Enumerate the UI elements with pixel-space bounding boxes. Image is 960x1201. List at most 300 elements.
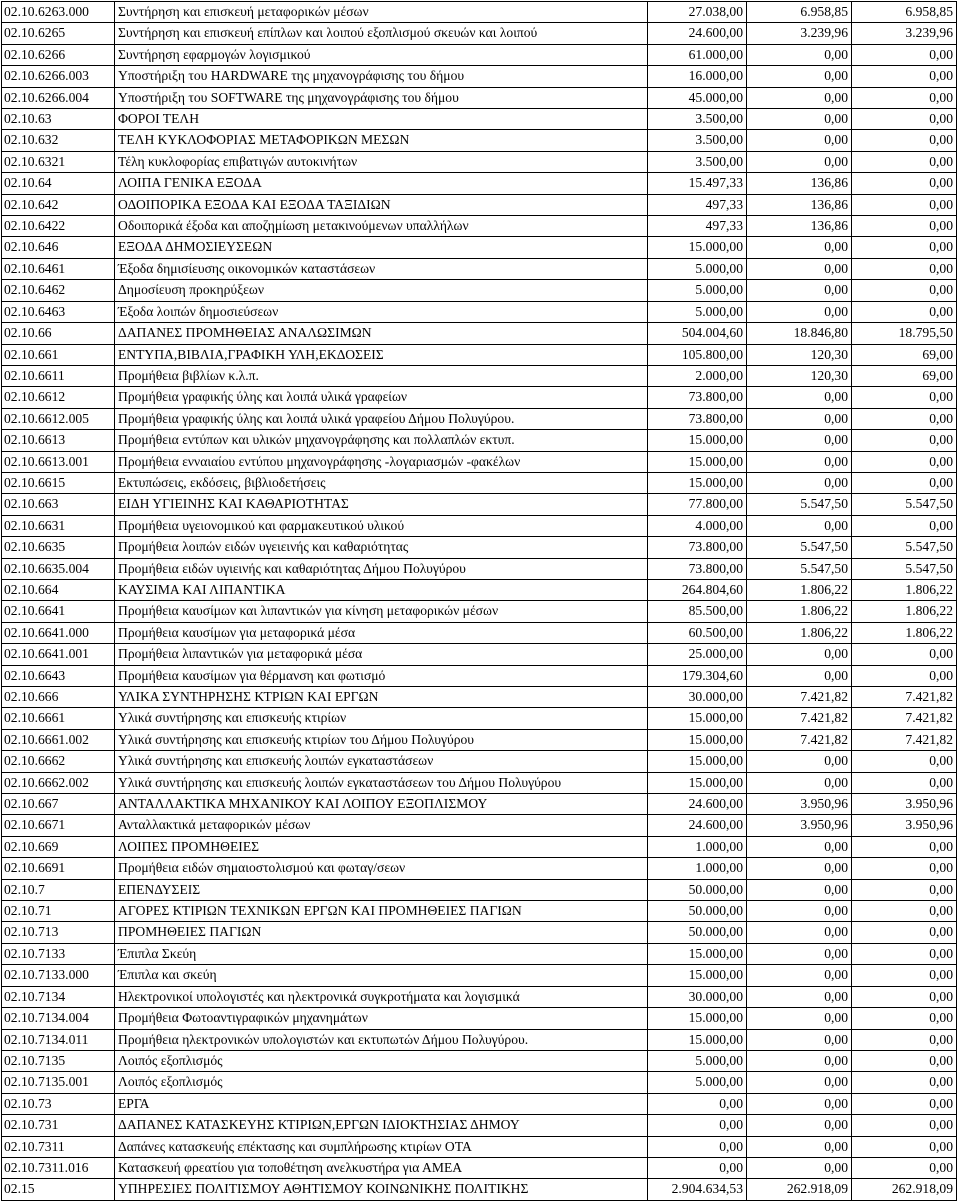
account-code-cell: 02.10.661 [2,344,115,365]
account-code-cell: 02.10.6641.001 [2,644,115,665]
account-code-cell: 02.10.6321 [2,151,115,172]
budget-amount-cell: 15.000,00 [648,472,747,493]
description-cell: ΤΕΛΗ ΚΥΚΛΟΦΟΡΙΑΣ ΜΕΤΑΦΟΡΙΚΩΝ ΜΕΣΩΝ [115,130,648,151]
table-row [2,1093,957,1114]
table-row [2,387,957,408]
account-code-cell: 02.10.73 [2,1093,115,1114]
table-row [2,1136,957,1157]
paid-amount-cell: 0,00 [852,280,957,301]
description-cell: Λοιπός εξοπλισμός [115,1072,648,1093]
paid-amount-cell: 0,00 [852,965,957,986]
account-code-cell: 02.10.7133.000 [2,965,115,986]
committed-amount-cell: 0,00 [747,1008,852,1029]
account-code-cell: 02.10.713 [2,922,115,943]
paid-amount-cell: 0,00 [852,87,957,108]
table-row [2,430,957,451]
paid-amount-cell: 7.421,82 [852,687,957,708]
account-code-cell: 02.10.7311 [2,1136,115,1157]
table-row [2,66,957,87]
committed-amount-cell: 0,00 [747,109,852,130]
budget-amount-cell: 179.304,60 [648,665,747,686]
budget-amount-cell: 3.500,00 [648,109,747,130]
table-row [2,558,957,579]
paid-amount-cell: 0,00 [852,1157,957,1178]
description-cell: Έπιπλα Σκεύη [115,943,648,964]
committed-amount-cell: 0,00 [747,130,852,151]
account-code-cell: 02.10.6635 [2,537,115,558]
budget-amount-cell: 105.800,00 [648,344,747,365]
description-cell: Υποστήριξη του HARDWARE της μηχανογράφισης του δήμου [115,66,648,87]
table-row [2,2,957,23]
budget-amount-cell: 60.500,00 [648,622,747,643]
table-row [2,494,957,515]
description-cell: ΦΟΡΟΙ ΤΕΛΗ [115,109,648,130]
table-row [2,794,957,815]
paid-amount-cell: 0,00 [852,751,957,772]
committed-amount-cell: 6.958,85 [747,2,852,23]
table-row [2,301,957,322]
budget-amount-cell: 15.000,00 [648,751,747,772]
table-row [2,1029,957,1050]
table-row [2,965,957,986]
budget-amount-cell: 15.000,00 [648,943,747,964]
account-code-cell: 02.10.64 [2,173,115,194]
budget-amount-cell: 504.004,60 [648,323,747,344]
table-row [2,173,957,194]
paid-amount-cell: 0,00 [852,922,957,943]
committed-amount-cell: 0,00 [747,87,852,108]
table-row [2,1050,957,1071]
table-row [2,451,957,472]
committed-amount-cell: 1.806,22 [747,579,852,600]
budget-amount-cell: 25.000,00 [648,644,747,665]
description-cell: ΟΔΟΙΠΟΡΙΚΑ ΕΞΟΔΑ ΚΑΙ ΕΞΟΔΑ ΤΑΞΙΔΙΩΝ [115,194,648,215]
description-cell: Λοιπός εξοπλισμός [115,1050,648,1071]
table-row [2,1157,957,1178]
committed-amount-cell: 7.421,82 [747,708,852,729]
committed-amount-cell: 0,00 [747,644,852,665]
committed-amount-cell: 0,00 [747,1093,852,1114]
paid-amount-cell: 0,00 [852,408,957,429]
description-cell: Προμήθεια ενναιαίου εντύπου μηχανογράφησης -λογαριασμών -φακέλων [115,451,648,472]
description-cell: Έξοδα λοιπών δημοσιεύσεων [115,301,648,322]
account-code-cell: 02.10.664 [2,579,115,600]
budget-amount-cell: 2.904.634,53 [648,1179,747,1200]
budget-amount-cell: 15.000,00 [648,1008,747,1029]
account-code-cell: 02.10.6463 [2,301,115,322]
description-cell: Δημοσίευση προκηρύξεων [115,280,648,301]
description-cell: Προμήθεια καυσίμων για μεταφορικά μέσα [115,622,648,643]
account-code-cell: 02.10.667 [2,794,115,815]
paid-amount-cell: 0,00 [852,258,957,279]
description-cell: ΚΑΥΣΙΜΑ ΚΑΙ ΛΙΠΑΝΤΙΚΑ [115,579,648,600]
table-row [2,687,957,708]
budget-amount-cell: 50.000,00 [648,879,747,900]
table-row [2,836,957,857]
budget-amount-cell: 5.000,00 [648,258,747,279]
budget-amount-cell: 15.000,00 [648,1029,747,1050]
paid-amount-cell: 0,00 [852,1115,957,1136]
budget-amount-cell: 0,00 [648,1136,747,1157]
budget-amount-cell: 5.000,00 [648,280,747,301]
budget-amount-cell: 497,33 [648,216,747,237]
description-cell: Προμήθεια ειδών σημαιοστολισμού και φωταγ/σεων [115,858,648,879]
paid-amount-cell: 0,00 [852,858,957,879]
committed-amount-cell: 0,00 [747,44,852,65]
account-code-cell: 02.10.7133 [2,943,115,964]
table-row [2,365,957,386]
account-code-cell: 02.10.642 [2,194,115,215]
paid-amount-cell: 0,00 [852,943,957,964]
paid-amount-cell: 0,00 [852,1093,957,1114]
description-cell: Υλικά συντήρησης και επισκευής λοιπών εγκαταστάσεων του Δήμου Πολυγύρου [115,772,648,793]
budget-amount-cell: 1.000,00 [648,858,747,879]
committed-amount-cell: 0,00 [747,751,852,772]
paid-amount-cell: 0,00 [852,1008,957,1029]
committed-amount-cell: 5.547,50 [747,537,852,558]
committed-amount-cell: 0,00 [747,66,852,87]
account-code-cell: 02.10.632 [2,130,115,151]
budget-amount-cell: 73.800,00 [648,408,747,429]
table-row [2,323,957,344]
paid-amount-cell: 0,00 [852,130,957,151]
budget-amount-cell: 15.000,00 [648,965,747,986]
paid-amount-cell: 0,00 [852,665,957,686]
table-row [2,622,957,643]
budget-amount-cell: 15.000,00 [648,729,747,750]
table-row [2,44,957,65]
committed-amount-cell: 0,00 [747,1029,852,1050]
paid-amount-cell: 1.806,22 [852,579,957,600]
description-cell: ΕΠΕΝΔΥΣΕΙΣ [115,879,648,900]
account-code-cell: 02.10.6635.004 [2,558,115,579]
committed-amount-cell: 120,30 [747,365,852,386]
paid-amount-cell: 0,00 [852,109,957,130]
committed-amount-cell: 5.547,50 [747,558,852,579]
description-cell: Προμήθεια ηλεκτρονικών υπολογιστών και εκτυπωτών Δήμου Πολυγύρου. [115,1029,648,1050]
account-code-cell: 02.10.6266.004 [2,87,115,108]
account-code-cell: 02.10.6671 [2,815,115,836]
budget-amount-cell: 73.800,00 [648,387,747,408]
account-code-cell: 02.10.6263.000 [2,2,115,23]
description-cell: Έπιπλα και σκεύη [115,965,648,986]
committed-amount-cell: 0,00 [747,1050,852,1071]
account-code-cell: 02.10.7311.016 [2,1157,115,1178]
budget-amount-cell: 24.600,00 [648,23,747,44]
description-cell: Τέλη κυκλοφορίας επιβατιγών αυτοκινήτων [115,151,648,172]
table-row [2,579,957,600]
description-cell: Προμήθεια εντύπων και υλικών μηχανογράφησης και πολλαπλών εκτυπ. [115,430,648,451]
description-cell: Υλικά συντήρησης και επισκευής κτιρίων [115,708,648,729]
paid-amount-cell: 7.421,82 [852,708,957,729]
table-row [2,858,957,879]
budget-amount-cell: 16.000,00 [648,66,747,87]
account-code-cell: 02.10.6631 [2,515,115,536]
table-row [2,665,957,686]
paid-amount-cell: 1.806,22 [852,622,957,643]
description-cell: Οδοιπορικά έξοδα και αποζημίωση μετακινούμενων υπαλλήλων [115,216,648,237]
budget-amount-cell: 15.000,00 [648,451,747,472]
paid-amount-cell: 0,00 [852,644,957,665]
paid-amount-cell: 0,00 [852,151,957,172]
committed-amount-cell: 0,00 [747,901,852,922]
committed-amount-cell: 0,00 [747,430,852,451]
paid-amount-cell: 0,00 [852,772,957,793]
description-cell: Υποστήριξη του SOFTWARE της μηχανογράφισης του δήμου [115,87,648,108]
committed-amount-cell: 0,00 [747,858,852,879]
description-cell: ΠΡΟΜΗΘΕΙΕΣ ΠΑΓΙΩΝ [115,922,648,943]
budget-amount-cell: 0,00 [648,1115,747,1136]
budget-table-body [2,2,957,1201]
paid-amount-cell: 0,00 [852,515,957,536]
budget-amount-cell: 0,00 [648,1157,747,1178]
description-cell: Έξοδα δημισίευσης οικονομικών καταστάσεων [115,258,648,279]
description-cell: Ηλεκτρονικοί υπολογιστές και ηλεκτρονικά συγκροτήματα και λογισμικά [115,986,648,1007]
table-row [2,901,957,922]
account-code-cell: 02.10.6662.002 [2,772,115,793]
table-row [2,751,957,772]
description-cell: ΑΓΟΡΕΣ ΚΤΙΡΙΩΝ ΤΕΧΝΙΚΩΝ ΕΡΓΩΝ ΚΑΙ ΠΡΟΜΗΘΕΙΕΣ ΠΑΓΙΩΝ [115,901,648,922]
description-cell: ΔΑΠΑΝΕΣ ΚΑΤΑΣΚΕΥΗΣ ΚΤΙΡΙΩΝ,ΕΡΓΩΝ ΙΔΙΟΚΤΗΣΙΑΣ ΔΗΜΟΥ [115,1115,648,1136]
description-cell: Προμήθεια ειδών υγιεινής και καθαριότητας Δήμου Πολυγύρου [115,558,648,579]
description-cell: Προμήθεια γραφικής ύλης και λοιπά υλικά γραφείου Δήμου Πολυγύρου. [115,408,648,429]
budget-table [1,1,957,1201]
budget-amount-cell: 30.000,00 [648,687,747,708]
account-code-cell: 02.10.6615 [2,472,115,493]
table-row [2,729,957,750]
committed-amount-cell: 0,00 [747,1157,852,1178]
committed-amount-cell: 5.547,50 [747,494,852,515]
table-row [2,772,957,793]
budget-amount-cell: 73.800,00 [648,558,747,579]
paid-amount-cell: 0,00 [852,44,957,65]
budget-amount-cell: 5.000,00 [648,1072,747,1093]
paid-amount-cell: 3.950,96 [852,794,957,815]
paid-amount-cell: 1.806,22 [852,601,957,622]
account-code-cell: 02.15 [2,1179,115,1200]
committed-amount-cell: 0,00 [747,451,852,472]
budget-amount-cell: 15.000,00 [648,708,747,729]
committed-amount-cell: 0,00 [747,922,852,943]
budget-amount-cell: 27.038,00 [648,2,747,23]
paid-amount-cell: 0,00 [852,901,957,922]
budget-amount-cell: 61.000,00 [648,44,747,65]
account-code-cell: 02.10.6612 [2,387,115,408]
committed-amount-cell: 0,00 [747,965,852,986]
committed-amount-cell: 3.950,96 [747,815,852,836]
account-code-cell: 02.10.6661 [2,708,115,729]
table-row [2,537,957,558]
committed-amount-cell: 0,00 [747,1115,852,1136]
paid-amount-cell: 0,00 [852,1029,957,1050]
table-row [2,151,957,172]
paid-amount-cell: 0,00 [852,1136,957,1157]
committed-amount-cell: 0,00 [747,258,852,279]
table-row [2,708,957,729]
description-cell: Ανταλλακτικά μεταφορικών μέσων [115,815,648,836]
budget-amount-cell: 50.000,00 [648,901,747,922]
committed-amount-cell: 136,86 [747,194,852,215]
budget-amount-cell: 5.000,00 [648,301,747,322]
table-row [2,1072,957,1093]
committed-amount-cell: 1.806,22 [747,601,852,622]
account-code-cell: 02.10.7135 [2,1050,115,1071]
table-row [2,601,957,622]
description-cell: Εκτυπώσεις, εκδόσεις, βιβλιοδετήσεις [115,472,648,493]
description-cell: Συντήρηση εφαρμογών λογισμικού [115,44,648,65]
description-cell: Προμήθεια καυσίμων και λιπαντικών για κίνηση μεταφορικών μέσων [115,601,648,622]
table-row [2,130,957,151]
account-code-cell: 02.10.7 [2,879,115,900]
budget-amount-cell: 3.500,00 [648,151,747,172]
table-row [2,344,957,365]
paid-amount-cell: 18.795,50 [852,323,957,344]
paid-amount-cell: 5.547,50 [852,537,957,558]
paid-amount-cell: 0,00 [852,986,957,1007]
description-cell: ΑΝΤΑΛΛΑΚΤΙΚΑ ΜΗΧΑΝΙΚΟΥ ΚΑΙ ΛΟΙΠΟΥ ΕΞΟΠΛΙΣΜΟΥ [115,794,648,815]
description-cell: ΛΟΙΠΕΣ ΠΡΟΜΗΘΕΙΕΣ [115,836,648,857]
paid-amount-cell: 0,00 [852,387,957,408]
committed-amount-cell: 3.950,96 [747,794,852,815]
account-code-cell: 02.10.663 [2,494,115,515]
committed-amount-cell: 0,00 [747,1136,852,1157]
table-row [2,515,957,536]
budget-amount-cell: 50.000,00 [648,922,747,943]
account-code-cell: 02.10.6641 [2,601,115,622]
description-cell: Δαπάνες κατασκευής επέκτασης και συμπλήρωσης κτιρίων ΟΤΑ [115,1136,648,1157]
committed-amount-cell: 0,00 [747,301,852,322]
committed-amount-cell: 0,00 [747,280,852,301]
table-row [2,258,957,279]
paid-amount-cell: 5.547,50 [852,558,957,579]
paid-amount-cell: 0,00 [852,451,957,472]
account-code-cell: 02.10.666 [2,687,115,708]
table-row [2,408,957,429]
paid-amount-cell: 0,00 [852,173,957,194]
account-code-cell: 02.10.6641.000 [2,622,115,643]
account-code-cell: 02.10.6613 [2,430,115,451]
budget-amount-cell: 85.500,00 [648,601,747,622]
description-cell: ΕΝΤΥΠΑ,ΒΙΒΛΙΑ,ΓΡΑΦΙΚΗ ΥΛΗ,ΕΚΔΟΣΕΙΣ [115,344,648,365]
table-row [2,986,957,1007]
budget-amount-cell: 24.600,00 [648,815,747,836]
description-cell: Προμήθεια λοιπών ειδών υγειεινής και καθαριότητας [115,537,648,558]
budget-amount-cell: 77.800,00 [648,494,747,515]
account-code-cell: 02.10.6643 [2,665,115,686]
committed-amount-cell: 0,00 [747,387,852,408]
table-row [2,943,957,964]
budget-amount-cell: 1.000,00 [648,836,747,857]
description-cell: Συντήρηση και επισκευή επίπλων και λοιπού εξοπλισμού σκευών και λοιπού [115,23,648,44]
table-row [2,472,957,493]
paid-amount-cell: 0,00 [852,1072,957,1093]
description-cell: ΥΠΗΡΕΣΙΕΣ ΠΟΛΙΤΙΣΜΟΥ ΑΘΗΤΙΣΜΟΥ ΚΟΙΝΩΝΙΚΗΣ ΠΟΛΙΤΙΚΗΣ [115,1179,648,1200]
table-row [2,216,957,237]
budget-amount-cell: 15.000,00 [648,772,747,793]
paid-amount-cell: 0,00 [852,430,957,451]
description-cell: Προμήθεια καυσίμων για θέρμανση και φωτισμό [115,665,648,686]
account-code-cell: 02.10.7134.011 [2,1029,115,1050]
description-cell: Υλικά συντήρησης και επισκευής κτιρίων του Δήμου Πολυγύρου [115,729,648,750]
committed-amount-cell: 0,00 [747,943,852,964]
committed-amount-cell: 262.918,09 [747,1179,852,1200]
committed-amount-cell: 0,00 [747,472,852,493]
paid-amount-cell: 0,00 [852,216,957,237]
committed-amount-cell: 136,86 [747,173,852,194]
account-code-cell: 02.10.6462 [2,280,115,301]
account-code-cell: 02.10.6661.002 [2,729,115,750]
budget-amount-cell: 5.000,00 [648,1050,747,1071]
account-code-cell: 02.10.6265 [2,23,115,44]
account-code-cell: 02.10.71 [2,901,115,922]
table-row [2,87,957,108]
description-cell: ΕΞΟΔΑ ΔΗΜΟΣΙΕΥΣΕΩΝ [115,237,648,258]
committed-amount-cell: 3.239,96 [747,23,852,44]
paid-amount-cell: 69,00 [852,344,957,365]
budget-amount-cell: 2.000,00 [648,365,747,386]
account-code-cell: 02.10.63 [2,109,115,130]
table-row [2,1115,957,1136]
budget-amount-cell: 73.800,00 [648,537,747,558]
budget-amount-cell: 15.000,00 [648,430,747,451]
table-row [2,644,957,665]
committed-amount-cell: 0,00 [747,665,852,686]
budget-amount-cell: 15.000,00 [648,237,747,258]
committed-amount-cell: 7.421,82 [747,687,852,708]
description-cell: Προμήθεια υγειονομικού και φαρμακευτικού υλικού [115,515,648,536]
table-row [2,23,957,44]
account-code-cell: 02.10.731 [2,1115,115,1136]
description-cell: ΛΟΙΠΑ ΓΕΝΙΚΑ ΕΞΟΔΑ [115,173,648,194]
paid-amount-cell: 5.547,50 [852,494,957,515]
table-row [2,815,957,836]
paid-amount-cell: 0,00 [852,301,957,322]
committed-amount-cell: 1.806,22 [747,622,852,643]
account-code-cell: 02.10.66 [2,323,115,344]
paid-amount-cell: 7.421,82 [852,729,957,750]
committed-amount-cell: 0,00 [747,515,852,536]
paid-amount-cell: 0,00 [852,194,957,215]
committed-amount-cell: 0,00 [747,836,852,857]
committed-amount-cell: 0,00 [747,1072,852,1093]
budget-amount-cell: 3.500,00 [648,130,747,151]
budget-amount-cell: 24.600,00 [648,794,747,815]
description-cell: Προμήθεια γραφικής ύλης και λοιπά υλικά γραφείων [115,387,648,408]
account-code-cell: 02.10.6662 [2,751,115,772]
account-code-cell: 02.10.6266 [2,44,115,65]
committed-amount-cell: 120,30 [747,344,852,365]
committed-amount-cell: 136,86 [747,216,852,237]
budget-amount-cell: 0,00 [648,1093,747,1114]
budget-amount-cell: 15.497,33 [648,173,747,194]
description-cell: ΥΛΙΚΑ ΣΥΝΤΗΡΗΣΗΣ ΚΤΡΙΩΝ ΚΑΙ ΕΡΓΩΝ [115,687,648,708]
account-code-cell: 02.10.6266.003 [2,66,115,87]
paid-amount-cell: 3.950,96 [852,815,957,836]
table-row [2,280,957,301]
description-cell: ΔΑΠΑΝΕΣ ΠΡΟΜΗΘΕΙΑΣ ΑΝΑΛΩΣΙΜΩΝ [115,323,648,344]
committed-amount-cell: 7.421,82 [747,729,852,750]
budget-amount-cell: 4.000,00 [648,515,747,536]
paid-amount-cell: 0,00 [852,66,957,87]
account-code-cell: 02.10.669 [2,836,115,857]
account-code-cell: 02.10.6422 [2,216,115,237]
paid-amount-cell: 0,00 [852,879,957,900]
paid-amount-cell: 0,00 [852,472,957,493]
paid-amount-cell: 0,00 [852,237,957,258]
description-cell: Προμήθεια Φωτοαντιγραφικών μηχανημάτων [115,1008,648,1029]
table-row [2,922,957,943]
description-cell: ΕΡΓΑ [115,1093,648,1114]
